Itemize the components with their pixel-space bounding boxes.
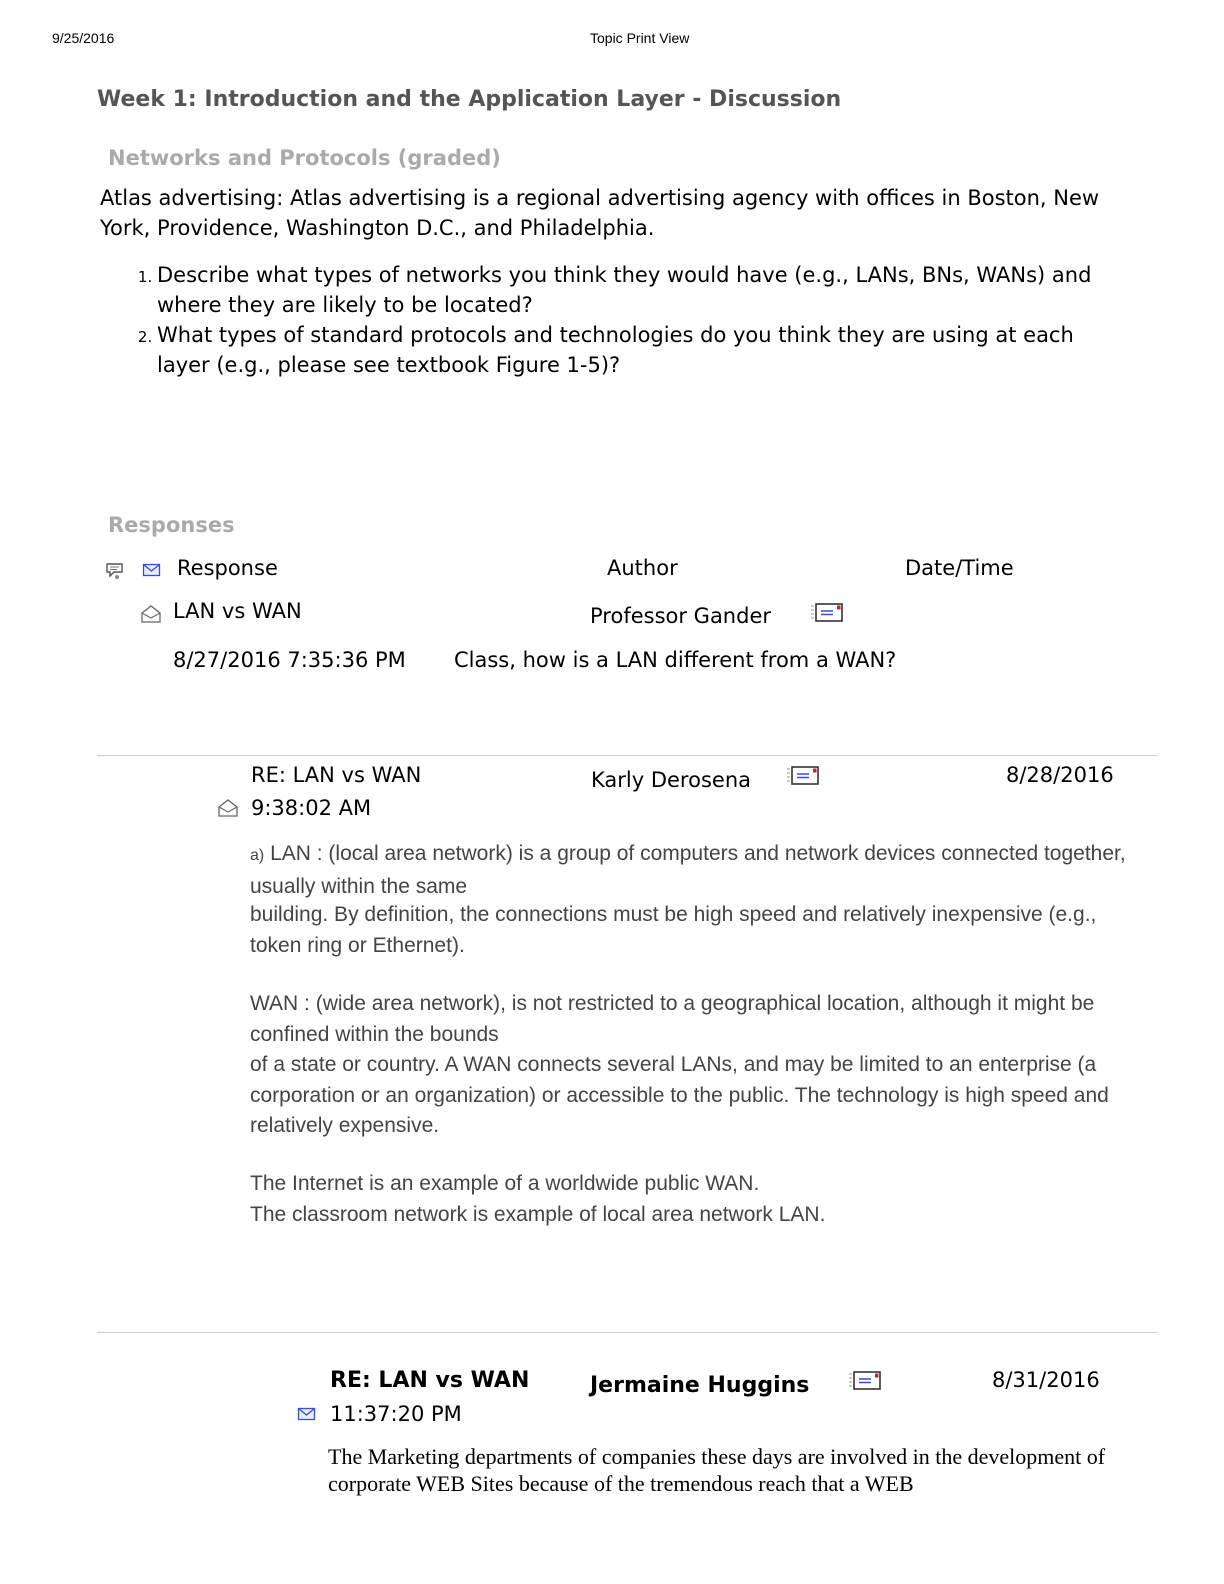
- email-author-icon[interactable]: [810, 602, 844, 624]
- post-body-text: LAN : (local area network) is a group of computers and network devices connected together, usually within the same: [250, 842, 1126, 898]
- post-divider: [97, 1332, 1157, 1333]
- responses-heading: Responses: [108, 513, 235, 537]
- email-author-icon[interactable]: [848, 1370, 882, 1392]
- post-body-paragraph: The classroom network is example of local area network LAN.: [250, 1203, 826, 1226]
- post-author: Professor Gander: [590, 604, 772, 628]
- mail-icon: [297, 1406, 317, 1422]
- column-author[interactable]: Author: [607, 556, 678, 580]
- post-body-paragraph: WAN : (wide area network), is not restricted to a geographical location, although it might be confined within the bounds: [250, 992, 1095, 1046]
- topic-subtitle: Networks and Protocols (graded): [108, 146, 501, 170]
- post-subject[interactable]: LAN vs WAN: [173, 599, 302, 623]
- print-view-title: Topic Print View: [590, 30, 690, 46]
- post-body-paragraph: building. By definition, the connections must be high speed and relatively inexpensive (e.g., token ring or Ethernet).: [250, 903, 1097, 957]
- post-date: 8/31/2016: [992, 1368, 1100, 1392]
- mail-icon[interactable]: [142, 562, 162, 578]
- column-response[interactable]: Response: [177, 556, 278, 580]
- post-body: The Marketing departments of companies these days are involved in the development of corporate WEB Sites because of the tremendous reach that a WEB: [328, 1444, 1106, 1496]
- post-body-paragraph: The Internet is an example of a worldwide public WAN.: [250, 1172, 760, 1195]
- email-author-icon[interactable]: [786, 765, 820, 787]
- post-author: Jermaine Huggins: [590, 1373, 810, 1398]
- post-body-paragraph: of a state or country. A WAN connects several LANs, and may be limited to an enterprise (a corporation or an organization) or accessible to the public. The technology is high speed and relatively expensive.: [250, 1053, 1109, 1137]
- post-time: 9:38:02 AM: [251, 796, 372, 820]
- column-datetime[interactable]: Date/Time: [905, 556, 1014, 580]
- post-divider: [97, 755, 1157, 756]
- question-list: [100, 260, 1097, 380]
- post-author: Karly Derosena: [591, 768, 751, 792]
- post-body-paragraph: [250, 839, 1140, 902]
- read-envelope-icon: [140, 604, 162, 624]
- list-marker: a): [250, 847, 265, 864]
- post-datetime: 8/27/2016 7:35:36 PM: [173, 648, 406, 672]
- question-item: 2. What types of standard protocols and technologies do you think they are using at each layer (e.g., please see textbook Figure 1-5)?: [157, 320, 1097, 380]
- page-title: Week 1: Introduction and the Application Layer - Discussion: [97, 87, 842, 112]
- read-envelope-icon: [217, 798, 239, 818]
- question-item: 1. Describe what types of networks you think they would have (e.g., LANs, BNs, WANs) and where they are likely to be located?: [157, 260, 1097, 320]
- topic-intro: Atlas advertising: Atlas advertising is a regional advertising agency with offices in Boston, New York, Providence, Washington D.C., and Philadelphia.: [100, 186, 1100, 240]
- post-time: 11:37:20 PM: [330, 1402, 462, 1426]
- post-body: Class, how is a LAN different from a WAN?: [454, 648, 897, 672]
- reply-icon[interactable]: [105, 561, 125, 581]
- post-subject[interactable]: RE: LAN vs WAN: [251, 763, 422, 787]
- print-date: 9/25/2016: [52, 30, 115, 46]
- post-date: 8/28/2016: [1006, 763, 1114, 787]
- post-subject[interactable]: RE: LAN vs WAN: [330, 1368, 530, 1393]
